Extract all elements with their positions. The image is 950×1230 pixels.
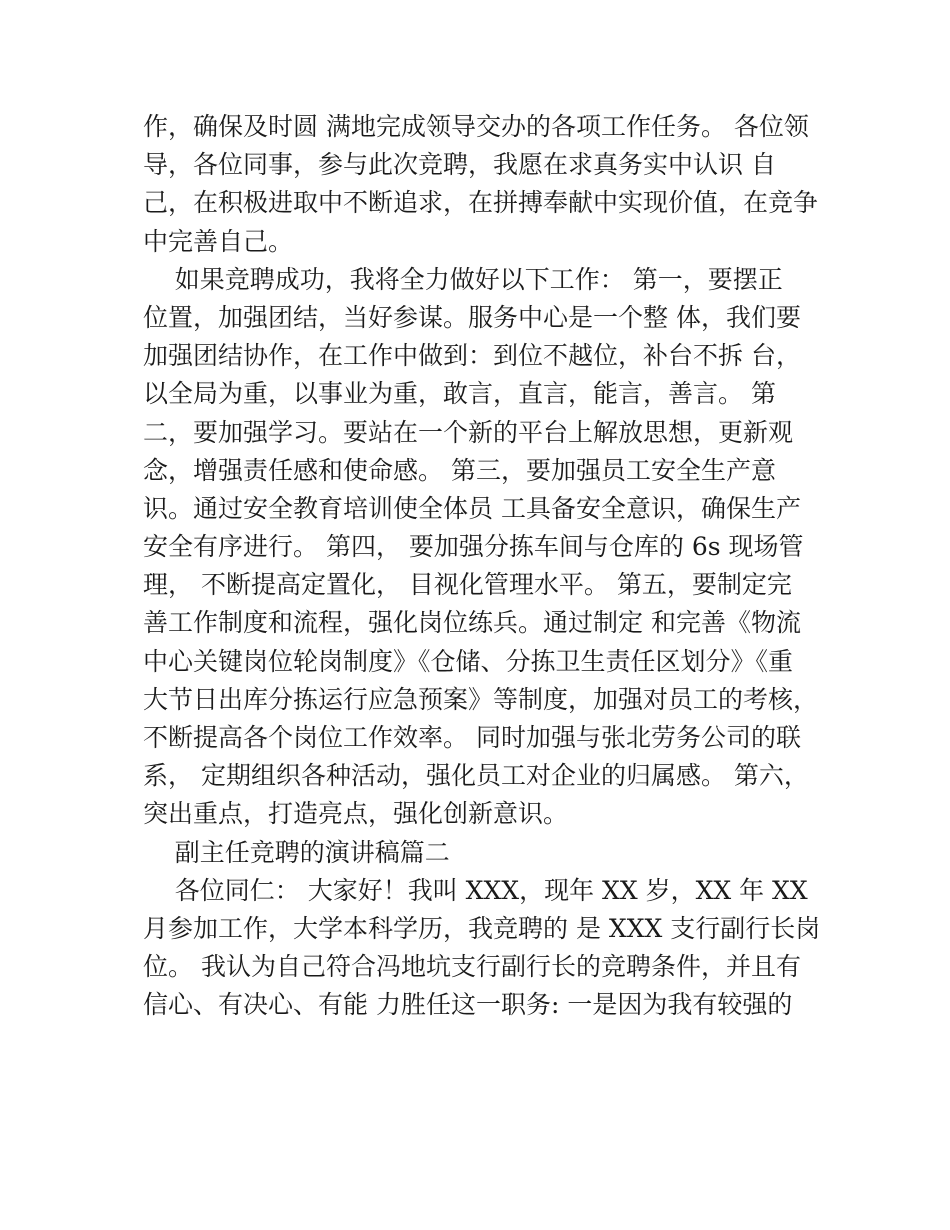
text-line: 二，要加强学习。要站在一个新的平台上解放思想，更新观 <box>143 417 794 447</box>
text-line: 加强团结协作，在工作中做到：到位不越位，补台不拆 台， <box>143 341 801 371</box>
text-line: 各位同仁： 大家好！我叫 XXX，现年 XX 岁，XX 年 XX <box>143 875 808 905</box>
text-line: 信心、有决心、有能 力胜任这一职务: 一是因为我有较强的 <box>143 990 793 1020</box>
text-line: 大节日出库分拣运行应急预案》等制度，加强对员工的考核， <box>143 684 819 714</box>
text-line: 不断提高各个岗位工作效率。 同时加强与张北劳务公司的联 <box>143 723 801 752</box>
text-line: 善工作制度和流程，强化岗位练兵。通过制定 和完善《物流 <box>143 608 801 638</box>
document-body <box>143 108 823 1025</box>
section-heading: 副主任竞聘的演讲稿篇二 <box>143 837 450 867</box>
text-line: 以全局为重，以事业为重，敢言，直言，能言，善言。 第 <box>143 379 776 409</box>
text-line: 安全有序进行。 第四， 要加强分拣车间与仓库的 6s 现场管 <box>143 532 804 562</box>
text-line: 系， 定期组织各种活动，强化员工对企业的归属感。 第六， <box>143 761 809 791</box>
text-line: 理， 不断提高定置化， 目视化管理水平。 第五，要制定完 <box>143 570 792 600</box>
text-line: 导，各位同事，参与此次竞聘，我愿在求真务实中认识 自 <box>143 150 776 180</box>
text-line: 己，在积极进取中不断追求，在拼搏奉献中实现价值，在竞争 <box>143 188 819 218</box>
text-line: 识。通过安全教育培训使全体员 工具备安全意识，确保生产 <box>143 493 801 523</box>
text-line: 念，增强责任感和使命感。 第三，要加强员工安全生产意 <box>143 455 776 485</box>
text-line: 位。 我认为自己符合冯地坑支行副行长的竞聘条件，并且有 <box>143 952 801 982</box>
text-line: 作，确保及时圆 满地完成领导交办的各项工作任务。 各位领 <box>143 112 809 141</box>
text-line: 中心关键岗位轮岗制度》《仓储、分拣卫生责任区划分》《重 <box>143 646 794 676</box>
text-line: 如果竞聘成功，我将全力做好以下工作： 第一，要摆正 <box>143 264 783 294</box>
text-line: 月参加工作，大学本科学历，我竞聘的 是 XXX 支行副行长岗 <box>143 913 821 943</box>
text-line: 突出重点，打造亮点，强化创新意识。 <box>143 799 569 829</box>
text-line: 中完善自己。 <box>143 226 294 256</box>
text-line: 位置，加强团结，当好参谋。服务中心是一个整 体，我们要 <box>143 302 801 332</box>
